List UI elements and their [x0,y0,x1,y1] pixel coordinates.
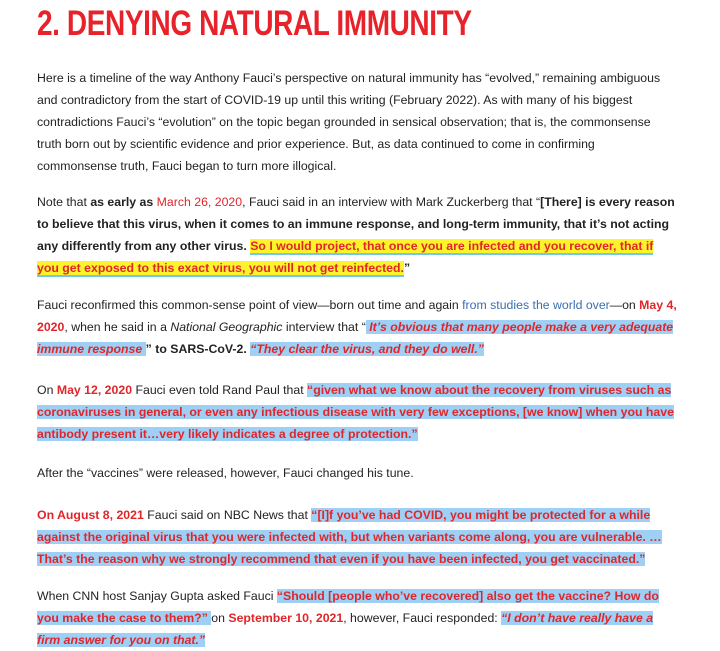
p3-text-a: Fauci reconfirmed this common-sense point of view—born out time and again [37,298,463,312]
date-aug-8-2021: On August 8, 2021 [37,508,144,522]
link-studies-world-over[interactable]: from studies the world over [462,298,610,312]
p7-text-a: When CNN host Sanjay Gupta asked Fauci [37,589,277,603]
paragraph-sep-2021 [37,585,677,651]
p7-text-b: on [211,611,229,625]
p7-text-c: , however, Fauci responded: [343,611,502,625]
date-sep-10-2021: September 10, 2021 [228,611,344,625]
quote-zuckerberg: [There] is every reason to believe that this virus, when it comes to an immune response, and long-term immunity, that it’s not acting any differently from any other virus. [37,195,675,253]
p3-text-d: interview that “ [282,320,366,334]
highlight-not-reinfected: So I would project, that once you are infected and you recover, that if you get exposed to this exact virus, you will not get reinfected. [37,239,654,275]
p2-text-b: as early as [90,195,157,209]
p3-text-c: , when he said in a [64,320,171,334]
paragraph-march-2020 [37,191,677,279]
date-may-4-2020: May 4, 2020 [37,298,677,334]
highlight-rand-paul-quote: “given what we know about the recovery from viruses such as coronaviruses in general, or even any infectious disease with very few exceptions, [we know] when you have antibody present it…very likely indicates a degree of protection.” [37,383,674,441]
section-title: 2. DENYING NATURAL IMMUNITY [37,4,472,43]
highlight-gupta-question: “Should [people who’ve recovered] also get the vaccine? How do you make the case to them?” [37,589,659,625]
paragraph-may-12-2020 [37,379,677,445]
p6-text-a: Fauci said on NBC News that [143,508,312,522]
paragraph-vaccines-released: After the “vaccines” were released, however, Fauci changed his tune. [37,466,414,480]
p3-text-e: ” to SARS-CoV-2. [145,342,251,356]
p2-close-quote: ” [403,261,411,275]
paragraph-may-4-2020 [37,294,677,360]
article [37,0,677,647]
p3-text-b: —on [609,298,640,312]
publication-name: National Geographic [170,320,283,334]
highlight-nbc-quote: “[I]f you’ve had COVID, you might be protected for a while against the original virus that you were infected with, but when variants come along, you are vulnerable. …That’s the reason why we strongly recommend that even if you have been infected, you get vaccinated.” [37,508,662,566]
p4-text-b: Fauci even told Rand Paul that [132,383,308,397]
date-may-12-2020: May 12, 2020 [56,383,133,397]
date-march-26-2020: March 26, 2020 [156,195,243,209]
paragraph-aug-2021 [37,504,677,570]
highlight-clear-virus: “They clear the virus, and they do well.” [250,342,484,356]
highlight-fauci-answer: “I don’t have really have a firm answer for you on that.” [37,611,654,647]
paragraph-intro: Here is a timeline of the way Anthony Fauci’s perspective on natural immunity has “evolved,” remaining ambiguous and contradictory from the start of COVID-19 up until this writing (February 2022). As with many of his biggest contradictions Fauci’s “evolution” on the topic began grounded in sensical observation; that is, the commonsense truth born out by scientific evidence and prior experience. But, as data continued to come in confirming commonsense truth, Fauci began to turn more illogical. [37,71,661,173]
p2-text-a: Note that [37,195,91,209]
p4-text-a: On [37,383,57,397]
p2-text-c: , Fauci said in an interview with Mark Zuckerberg that “ [242,195,541,209]
highlight-immune-response: It’s obvious that many people make a very adequate immune response [37,320,674,356]
